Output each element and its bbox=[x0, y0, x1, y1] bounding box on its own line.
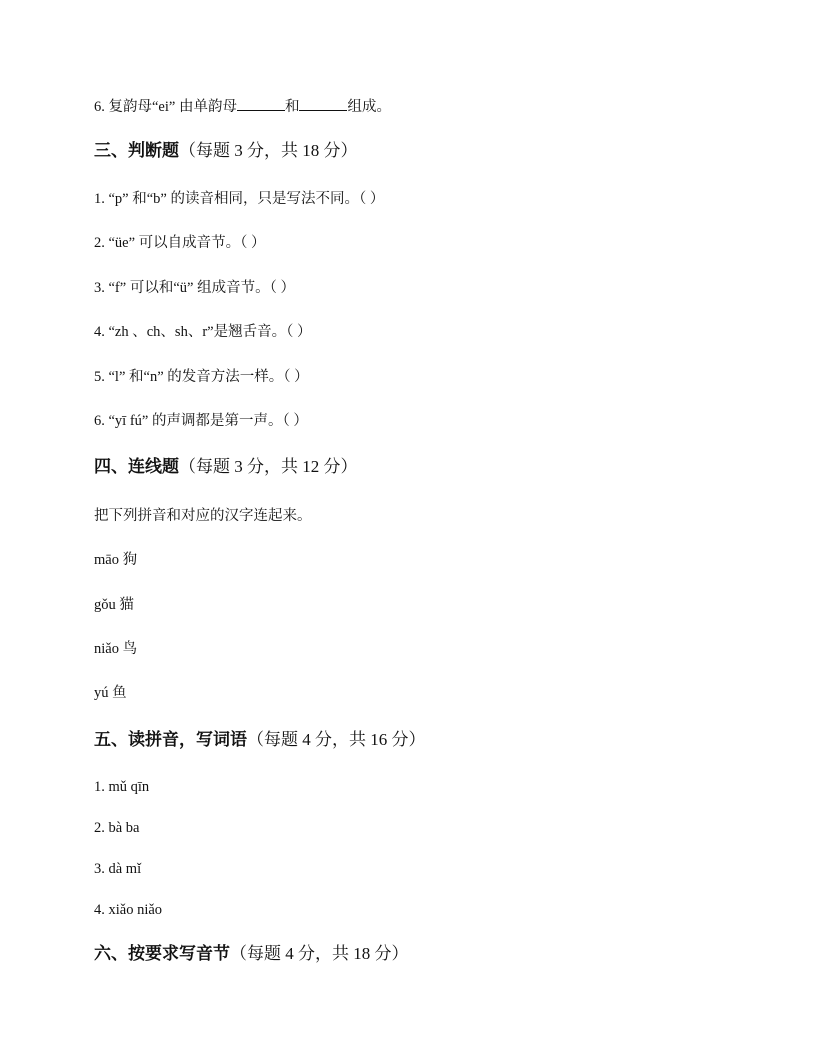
section-5-score-note: （每题 4 分，共 16 分） bbox=[247, 730, 426, 749]
fill-question-6-suffix: 组成。 bbox=[347, 99, 391, 115]
matching-item-1: māo 狗 bbox=[94, 552, 138, 568]
true-false-question-1: 1. “p” 和“b” 的读音相同，只是写法不同。（ ） bbox=[94, 191, 385, 207]
true-false-question-5: 5. “l” 和“n” 的发音方法一样。（ ） bbox=[94, 369, 309, 385]
section-5-title: 五、读拼音，写词语 bbox=[94, 730, 247, 749]
section-4-heading bbox=[94, 456, 358, 478]
true-false-question-2: 2. “üe” 可以自成音节。（ ） bbox=[94, 235, 266, 251]
section-6-title: 六、按要求写音节 bbox=[94, 944, 230, 963]
section-3-title: 三、判断题 bbox=[94, 141, 179, 160]
matching-item-4: yú 鱼 bbox=[94, 685, 127, 701]
true-false-question-3: 3. “f” 可以和“ü” 组成音节。（ ） bbox=[94, 280, 295, 296]
section-3-score-note: （每题 3 分，共 18 分） bbox=[179, 141, 358, 160]
pinyin-word-item-4: 4. xiǎo niǎo bbox=[94, 902, 163, 918]
matching-item-3: niǎo 鸟 bbox=[94, 641, 138, 657]
section-6-heading bbox=[94, 943, 409, 965]
true-false-question-4: 4. “zh 、ch、sh、r”是翘舌音。（ ） bbox=[94, 324, 312, 340]
section-4-title: 四、连线题 bbox=[94, 457, 179, 476]
fill-question-6-prefix: 6. 复韵母“ei” 由单韵母 bbox=[94, 99, 237, 115]
answer-blank-2 bbox=[299, 96, 347, 111]
matching-item-2: gǒu 猫 bbox=[94, 597, 134, 613]
section-5-heading bbox=[94, 729, 426, 751]
section-6-score-note: （每题 4 分，共 18 分） bbox=[230, 944, 409, 963]
fill-question-6 bbox=[94, 96, 391, 116]
section-3-heading bbox=[94, 140, 358, 162]
pinyin-word-item-2: 2. bà ba bbox=[94, 820, 140, 836]
pinyin-word-item-3: 3. dà mǐ bbox=[94, 861, 142, 877]
matching-instruction: 把下列拼音和对应的汉字连起来。 bbox=[94, 508, 312, 524]
section-4-score-note: （每题 3 分，共 12 分） bbox=[179, 457, 358, 476]
true-false-question-6: 6. “yī fú” 的声调都是第一声。（ ） bbox=[94, 413, 308, 429]
answer-blank-1 bbox=[237, 96, 285, 111]
pinyin-word-item-1: 1. mǔ qīn bbox=[94, 779, 150, 795]
fill-question-6-middle: 和 bbox=[284, 99, 300, 115]
